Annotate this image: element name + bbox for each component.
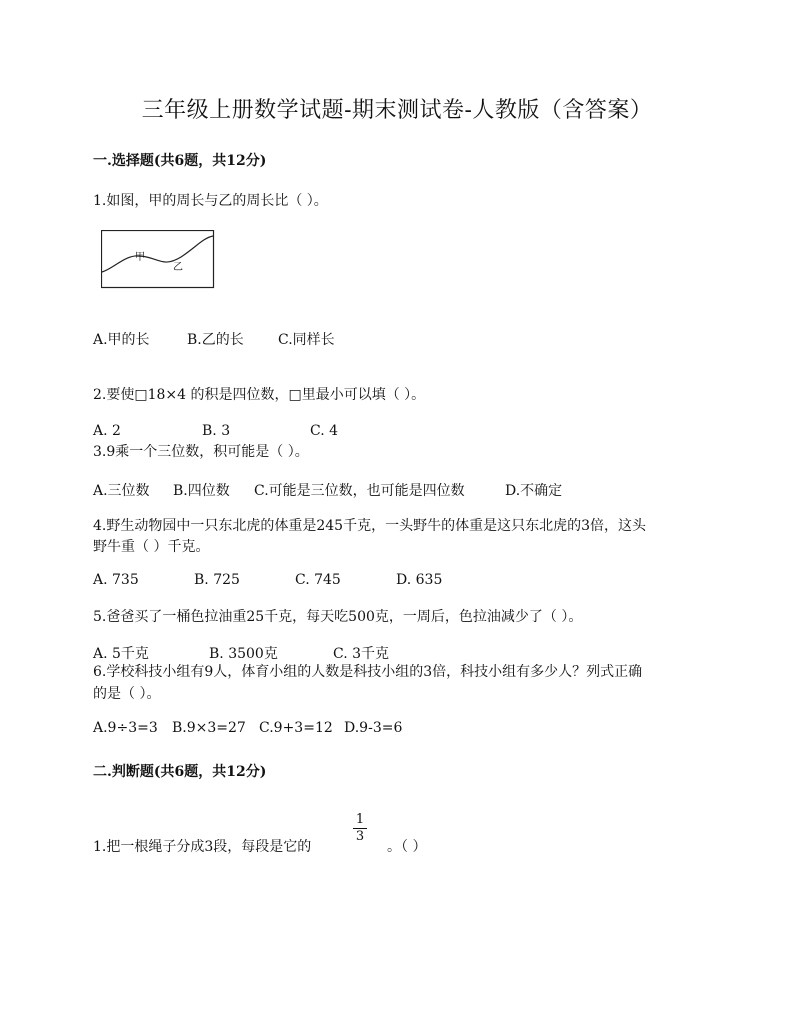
judgement-1-text: 1.把一根绳子分成3段，每段是它的	[93, 839, 312, 855]
option-c: C. 745	[295, 572, 341, 588]
fraction-one-third	[353, 813, 367, 844]
fraction-denominator: 3	[355, 829, 365, 844]
question-3-text: 3.9乘一个三位数，积可能是（ ）。	[93, 444, 309, 460]
question-6-line-2: 的是（ ）。	[93, 686, 161, 702]
judgement-1-answer-bracket: 。（ ）	[387, 839, 427, 855]
option-a: A.9÷3=3	[93, 720, 158, 736]
option-d: D. 635	[396, 572, 443, 588]
option-a: A.甲的长	[93, 332, 150, 348]
option-b: B.四位数	[173, 483, 230, 499]
option-c: C. 4	[310, 423, 339, 439]
option-a: A. 2	[93, 423, 121, 439]
option-d: D.不确定	[505, 483, 563, 499]
question-4-line-1: 4.野生动物园中一只东北虎的体重是245千克，一头野牛的体重是这只东北虎的3倍，这头	[93, 518, 646, 534]
section-heading-choice: 一.选择题(共6题，共12分)	[93, 153, 267, 169]
option-b: B.乙的长	[187, 332, 244, 348]
option-c: C.可能是三位数，也可能是四位数	[254, 483, 465, 499]
fraction-numerator: 1	[355, 812, 365, 827]
figure-curve	[102, 236, 213, 272]
option-c: C.9+3=12	[259, 720, 333, 736]
option-b: B.9×3=27	[172, 720, 246, 736]
figure-label-jia: 甲	[135, 252, 145, 263]
option-b: B. 3500克	[209, 646, 278, 662]
figure-rectangle	[102, 231, 214, 288]
perimeter-figure	[101, 230, 215, 289]
question-5-text: 5.爸爸买了一桶色拉油重25千克，每天吃500克，一周后，色拉油减少了（ ）。	[93, 609, 583, 625]
option-c: C.同样长	[278, 332, 335, 348]
question-4-line-2: 野牛重（ ）千克。	[93, 539, 210, 555]
option-c: C. 3千克	[333, 646, 390, 662]
page-title: 三年级上册数学试题-期末测试卷-人教版（含答案）	[141, 98, 653, 123]
option-b: B. 3	[202, 423, 231, 439]
option-a: A. 735	[93, 572, 139, 588]
option-a: A.三位数	[93, 483, 150, 499]
section-heading-judgement: 二.判断题(共6题，共12分)	[93, 764, 267, 780]
question-1-text: 1.如图，甲的周长与乙的周长比（ ）。	[93, 193, 328, 209]
question-6-line-1: 6.学校科技小组有9人，体育小组的人数是科技小组的3倍，科技小组有多少人？列式正确	[93, 664, 643, 680]
option-d: D.9-3=6	[344, 720, 403, 736]
figure-label-yi: 乙	[173, 262, 183, 273]
option-a: A. 5千克	[93, 646, 149, 662]
option-b: B. 725	[194, 572, 240, 588]
question-2-text: 2.要使□18×4 的积是四位数，□里最小可以填（ ）。	[93, 387, 426, 403]
